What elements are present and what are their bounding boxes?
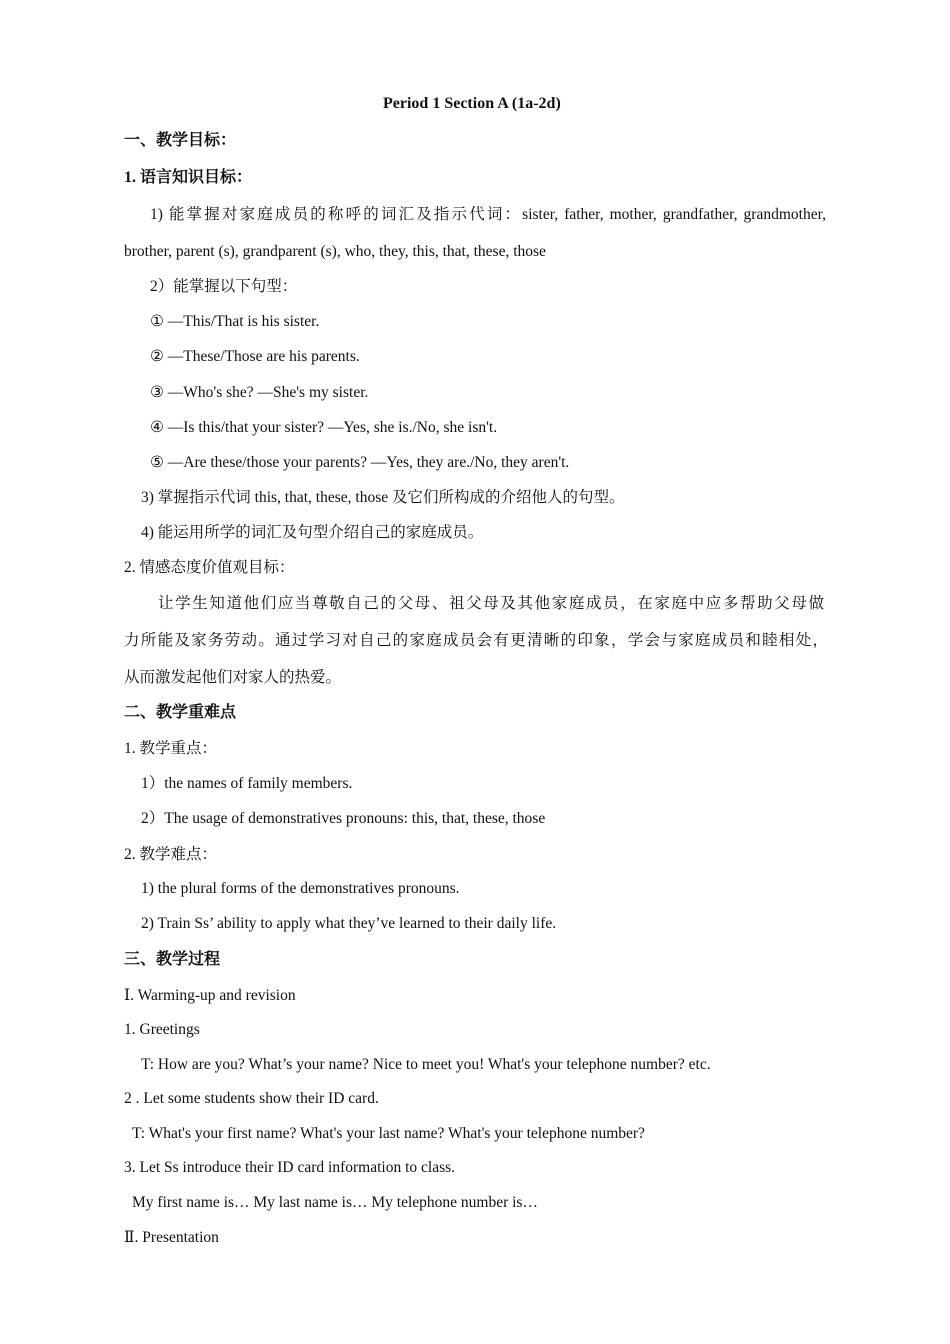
list-item: 2）The usage of demonstratives pronouns: this, that, these, those bbox=[141, 810, 546, 827]
list-item: 1) the plural forms of the demonstratives pronouns. bbox=[141, 880, 460, 897]
sentence-pattern-item: ② —These/Those are his parents. bbox=[150, 348, 360, 365]
paragraph-line: 从而激发起他们对家人的热爱。 bbox=[124, 669, 342, 686]
dialogue-line: My first name is… My last name is… My telephone number is… bbox=[132, 1194, 538, 1211]
sentence-pattern-item: ③ —Who's she? —She's my sister. bbox=[150, 384, 369, 401]
sentence-pattern-item: ④ —Is this/that your sister? —Yes, she is./No, she isn't. bbox=[150, 419, 498, 436]
list-item: 1）the names of family members. bbox=[141, 775, 353, 792]
paragraph-line: 1) 能掌握对家庭成员的称呼的词汇及指示代词：sister, father, mother, grandfather, grandmother, bbox=[150, 206, 826, 223]
paragraph-line: brother, parent (s), grandparent (s), who, they, this, that, these, those bbox=[124, 243, 546, 260]
subheading-attitude-goals: 2. 情感态度价值观目标： bbox=[124, 559, 295, 576]
paragraph-line: 力所能及家务劳动。通过学习对自己的家庭成员会有更清晰的印象，学会与家庭成员和睦相处， bbox=[124, 632, 828, 649]
step-heading: Ⅰ. Warming-up and revision bbox=[124, 987, 296, 1004]
section-heading-procedure: 三、教学过程 bbox=[124, 951, 221, 968]
paragraph-line: 4) 能运用所学的词汇及句型介绍自己的家庭成员。 bbox=[141, 524, 484, 541]
list-item: 2) Train Ss’ ability to apply what they’ve learned to their daily life. bbox=[141, 915, 557, 932]
dialogue-line: T: What's your first name? What's your last name? What's your telephone number? bbox=[132, 1125, 645, 1142]
paragraph-line: 2）能掌握以下句型： bbox=[150, 278, 298, 295]
section-heading-objectives: 一、教学目标： bbox=[124, 132, 237, 149]
step-heading: Ⅱ. Presentation bbox=[124, 1229, 219, 1246]
paragraph-line: 3) 掌握指示代词 this, that, these, those 及它们所构成的介绍他人的句型。 bbox=[141, 489, 625, 506]
document-title: Period 1 Section A (1a-2d) bbox=[383, 95, 561, 112]
step-item: 2 . Let some students show their ID card. bbox=[124, 1090, 379, 1107]
step-item: 1. Greetings bbox=[124, 1021, 200, 1038]
subheading-language-goals: 1. 语言知识目标： bbox=[124, 169, 253, 186]
subheading-key-points: 1. 教学重点： bbox=[124, 740, 218, 757]
paragraph-line: 让学生知道他们应当尊敬自己的父母、祖父母及其他家庭成员，在家庭中应多帮助父母做 bbox=[158, 595, 824, 612]
section-heading-key-points: 二、教学重难点 bbox=[124, 704, 237, 721]
sentence-pattern-item: ⑤ —Are these/those your parents? —Yes, they are./No, they aren't. bbox=[150, 454, 570, 471]
subheading-difficult-points: 2. 教学难点： bbox=[124, 846, 218, 863]
sentence-pattern-item: ① —This/That is his sister. bbox=[150, 313, 320, 330]
step-item: 3. Let Ss introduce their ID card information to class. bbox=[124, 1159, 456, 1176]
dialogue-line: T: How are you? What’s your name? Nice to meet you! What's your telephone number? etc. bbox=[141, 1056, 711, 1073]
